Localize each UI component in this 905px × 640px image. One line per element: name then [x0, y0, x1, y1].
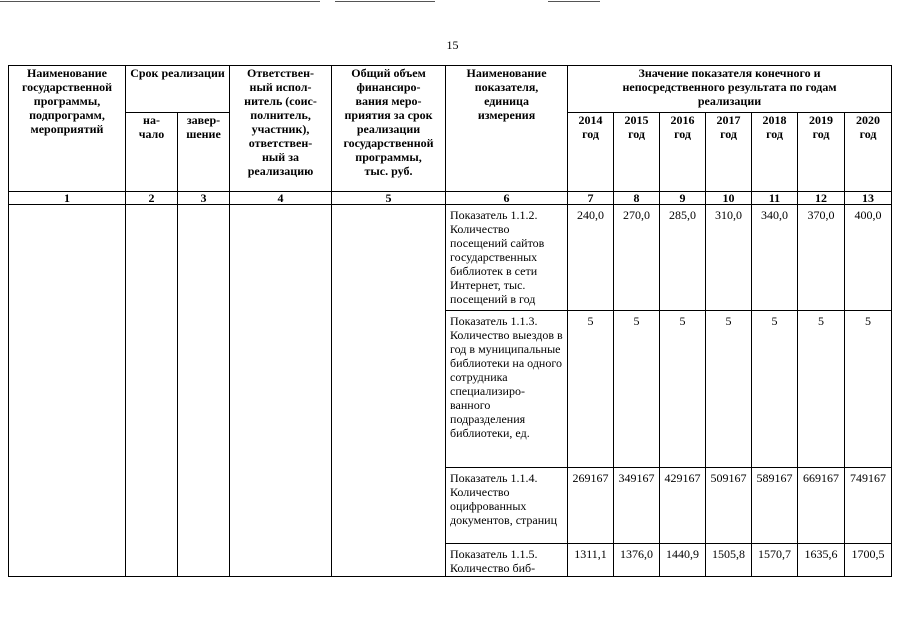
header-year-2018: 2018 год	[752, 113, 798, 192]
column-number: 1	[9, 192, 126, 205]
header-program-name: Наименование государственной программы, подпрограмм, мероприятий	[9, 66, 126, 192]
indicator-value: 5	[568, 311, 614, 468]
indicator-label: Показатель 1.1.5.	[450, 547, 538, 561]
header-start: на- чало	[126, 113, 178, 192]
column-number: 7	[568, 192, 614, 205]
indicator-value: 5	[614, 311, 660, 468]
column-number: 11	[752, 192, 798, 205]
indicator-value: 1700,5	[845, 544, 892, 577]
indicator-value: 5	[845, 311, 892, 468]
indicator-value: 669167	[798, 468, 845, 544]
column-number: 6	[446, 192, 568, 205]
indicator-description: Количество посещений сайтов государственных библиотек в сети Интернет, тыс. посещений в год	[450, 222, 545, 306]
column-number: 9	[660, 192, 706, 205]
column-number: 10	[706, 192, 752, 205]
top-edge-line	[335, 1, 435, 2]
page-number: 15	[446, 38, 459, 52]
indicator-value: 5	[706, 311, 752, 468]
indicator-value: 269167	[568, 468, 614, 544]
header-year-2017: 2017 год	[706, 113, 752, 192]
header-year-2015: 2015 год	[614, 113, 660, 192]
header-total-volume: Общий объем финансиро- вания меро- приятия за срок реализации государственной программы, тыс. руб.	[332, 66, 446, 192]
empty-executor-cell	[230, 205, 332, 577]
column-number: 5	[332, 192, 446, 205]
indicator-value: 370,0	[798, 205, 845, 311]
indicator-cell	[446, 205, 568, 311]
indicator-value: 749167	[845, 468, 892, 544]
indicator-value: 1505,8	[706, 544, 752, 577]
empty-end-cell	[178, 205, 230, 577]
indicator-value: 1376,0	[614, 544, 660, 577]
indicator-value: 310,0	[706, 205, 752, 311]
indicator-value: 340,0	[752, 205, 798, 311]
indicator-value: 509167	[706, 468, 752, 544]
indicator-value: 1635,6	[798, 544, 845, 577]
indicator-value: 285,0	[660, 205, 706, 311]
header-year-2020: 2020 год	[845, 113, 892, 192]
header-end: завер- шение	[178, 113, 230, 192]
indicator-label: Показатель 1.1.3.	[450, 314, 538, 328]
indicator-cell	[446, 468, 568, 544]
indicator-description: Количество оцифрованных документов, страниц	[450, 485, 558, 527]
indicator-value: 240,0	[568, 205, 614, 311]
indicator-label: Показатель 1.1.2.	[450, 208, 538, 222]
indicator-description: Количество биб-	[450, 561, 536, 575]
indicator-value: 400,0	[845, 205, 892, 311]
indicator-value: 5	[752, 311, 798, 468]
empty-start-cell	[126, 205, 178, 577]
indicator-value: 1570,7	[752, 544, 798, 577]
indicator-value: 1311,1	[568, 544, 614, 577]
indicator-value: 270,0	[614, 205, 660, 311]
header-year-2019: 2019 год	[798, 113, 845, 192]
empty-program-cell	[9, 205, 126, 577]
indicator-label: Показатель 1.1.4.	[450, 471, 538, 485]
indicator-value: 5	[798, 311, 845, 468]
top-edge-line	[0, 1, 320, 2]
table-row	[9, 205, 892, 311]
column-number: 13	[845, 192, 892, 205]
top-edge-line	[548, 1, 600, 2]
indicator-value: 5	[660, 311, 706, 468]
header-year-2014: 2014 год	[568, 113, 614, 192]
indicator-value: 349167	[614, 468, 660, 544]
column-number: 4	[230, 192, 332, 205]
indicator-value: 589167	[752, 468, 798, 544]
empty-volume-cell	[332, 205, 446, 577]
indicator-value: 429167	[660, 468, 706, 544]
column-number: 12	[798, 192, 845, 205]
header-indicator-name: Наименование показателя, единица измерения	[446, 66, 568, 192]
column-number: 3	[178, 192, 230, 205]
program-indicators-table	[8, 65, 892, 577]
indicator-description: Количество выездов в год в муниципальные библиотеки на одного сотрудника специализиро-ванного подразделения библиотеки, ед.	[450, 328, 563, 440]
header-year-2016: 2016 год	[660, 113, 706, 192]
header-indicator-values: Значение показателя конечного и непосредственного результата по годам реализации	[568, 66, 892, 113]
header-term: Срок реализации	[126, 66, 230, 113]
indicator-cell	[446, 311, 568, 468]
header-executor: Ответствен- ный испол- нитель (соис- полнитель, участник), ответствен- ный за реализацию	[230, 66, 332, 192]
column-number: 2	[126, 192, 178, 205]
column-number: 8	[614, 192, 660, 205]
indicator-cell	[446, 544, 568, 577]
indicator-value: 1440,9	[660, 544, 706, 577]
